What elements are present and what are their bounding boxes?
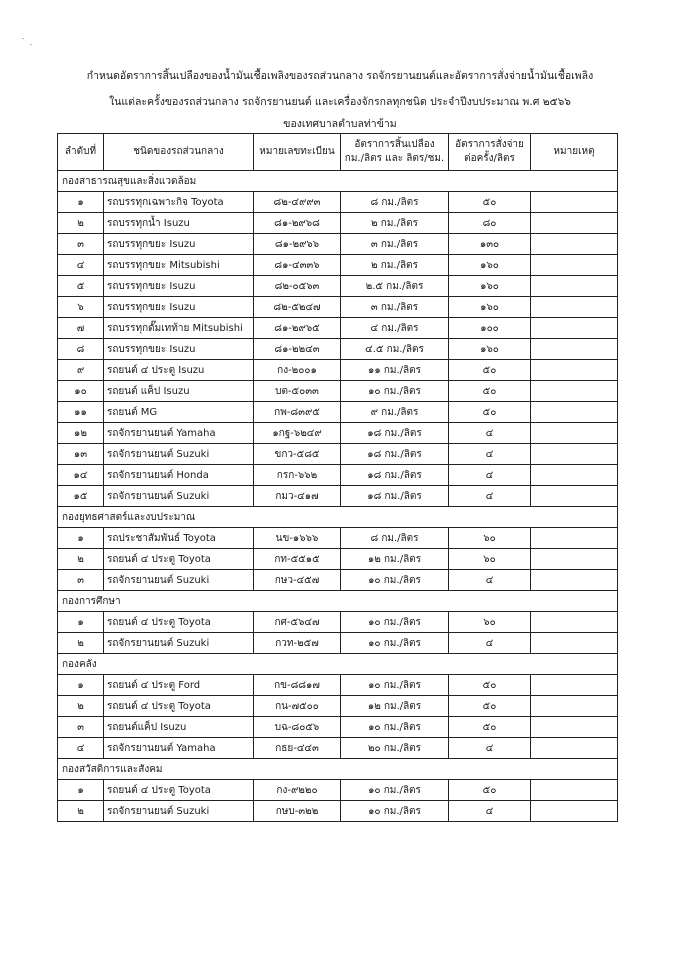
row-number: ๖: [58, 297, 104, 318]
table-row: [58, 612, 618, 633]
table-row: [58, 801, 618, 822]
dispense-rate: ๖๐: [449, 549, 531, 570]
dispense-rate: ๕๐: [449, 675, 531, 696]
plate-number: กศ-๕๖๔๗: [254, 612, 341, 633]
group-row: [58, 171, 618, 192]
remark: [531, 234, 618, 255]
table-row: [58, 444, 618, 465]
table-row: [58, 549, 618, 570]
plate-number: ๘๑-๒๙๖๘: [254, 213, 341, 234]
vehicle-type: รถยนต์ MG: [104, 402, 254, 423]
consumption-rate: ๑๐ กม./ลิตร: [341, 570, 449, 591]
group-row: [58, 654, 618, 675]
vehicle-type: รถยนต์ ๔ ประตู Toyota: [104, 780, 254, 801]
row-number: ๓: [58, 570, 104, 591]
consumption-rate: ๑๘ กม./ลิตร: [341, 486, 449, 507]
table-row: [58, 255, 618, 276]
consumption-rate: ๒๐ กม./ลิตร: [341, 738, 449, 759]
consumption-rate: ๘ กม./ลิตร: [341, 528, 449, 549]
dispense-rate: ๑๖๐: [449, 255, 531, 276]
row-number: ๒: [58, 213, 104, 234]
plate-number: ๘๒-๔๙๙๓: [254, 192, 341, 213]
consumption-rate: ๑๐ กม./ลิตร: [341, 381, 449, 402]
table-row: [58, 360, 618, 381]
dispense-rate: ๑๖๐: [449, 276, 531, 297]
remark: [531, 738, 618, 759]
row-number: ๙: [58, 360, 104, 381]
remark: [531, 255, 618, 276]
dispense-rate: ๔: [449, 801, 531, 822]
plate-number: กง-๙๒๒๐: [254, 780, 341, 801]
fuel-rate-table: [57, 133, 618, 822]
row-number: ๑๒: [58, 423, 104, 444]
dispense-rate: ๑๖๐: [449, 297, 531, 318]
consumption-rate: ๑๐ กม./ลิตร: [341, 780, 449, 801]
plate-number: กท-๕๕๑๕: [254, 549, 341, 570]
vehicle-type: รถบรรทุกขยะ Isuzu: [104, 339, 254, 360]
row-number: ๒: [58, 633, 104, 654]
table-row: [58, 381, 618, 402]
remark: [531, 717, 618, 738]
plate-number: ๘๑-๒๙๖๕: [254, 318, 341, 339]
table-row: [58, 528, 618, 549]
plate-number: บฉ-๘๐๕๖: [254, 717, 341, 738]
row-number: ๑: [58, 780, 104, 801]
dispense-rate: ๕๐: [449, 360, 531, 381]
table-row: [58, 465, 618, 486]
group-name: กองยุทธศาสตร์และงบประมาณ: [58, 507, 618, 528]
group-row: [58, 759, 618, 780]
remark: [531, 696, 618, 717]
table-row: [58, 717, 618, 738]
remark: [531, 801, 618, 822]
consumption-rate: ๒ กม./ลิตร: [341, 255, 449, 276]
consumption-rate: ๑๘ กม./ลิตร: [341, 465, 449, 486]
vehicle-type: รถบรรทุกเฉพาะกิจ Toyota: [104, 192, 254, 213]
vehicle-type: รถบรรทุกขยะ Mitsubishi: [104, 255, 254, 276]
plate-number: นข-๑๖๖๖: [254, 528, 341, 549]
table-row: [58, 486, 618, 507]
vehicle-type: รถยนต์ ๔ ประตู Ford: [104, 675, 254, 696]
vehicle-type: รถจักรยานยนต์ Yamaha: [104, 738, 254, 759]
col-header-consumption: อัตราการสิ้นเปลือง กม./ลิตร และ ลิตร/ชม.: [341, 134, 449, 171]
consumption-rate: ๓ กม./ลิตร: [341, 297, 449, 318]
row-number: ๑: [58, 192, 104, 213]
row-number: ๑๔: [58, 465, 104, 486]
plate-number: กง-๒๐๐๑: [254, 360, 341, 381]
vehicle-type: รถบรรทุกขยะ Isuzu: [104, 297, 254, 318]
plate-number: กษบ-๓๒๒: [254, 801, 341, 822]
remark: [531, 276, 618, 297]
row-number: ๑๕: [58, 486, 104, 507]
table-row: [58, 297, 618, 318]
document-title-line-3: ของเทศบาลตำบลท่าข้าม: [283, 118, 397, 130]
row-number: ๑๐: [58, 381, 104, 402]
plate-number: ๑กฐ-๖๒๔๙: [254, 423, 341, 444]
table-row: [58, 192, 618, 213]
row-number: ๘: [58, 339, 104, 360]
vehicle-type: รถยนต์แค็ป Isuzu: [104, 717, 254, 738]
row-number: ๑๓: [58, 444, 104, 465]
document-title-line-1: กำหนดอัตราการสิ้นเปลืองของน้ำมันเชื้อเพลิงของรถส่วนกลาง รถจักรยานยนต์และอัตราการสั่งจ่ายน้ำมันเชื้อเพลิง: [86, 70, 594, 82]
vehicle-type: รถบรรทุกดั๊มเทท้าย Mitsubishi: [104, 318, 254, 339]
vehicle-type: รถจักรยานยนต์ Yamaha: [104, 423, 254, 444]
plate-number: ๘๑-๔๓๓๖: [254, 255, 341, 276]
group-name: กองการศึกษา: [58, 591, 618, 612]
consumption-rate: ๑๘ กม./ลิตร: [341, 444, 449, 465]
plate-number: ขกว-๕๘๕: [254, 444, 341, 465]
vehicle-type: รถจักรยานยนต์ Suzuki: [104, 486, 254, 507]
vehicle-type: รถบรรทุกขยะ Isuzu: [104, 234, 254, 255]
remark: [531, 339, 618, 360]
remark: [531, 297, 618, 318]
table-row: [58, 213, 618, 234]
group-name: กองคลัง: [58, 654, 618, 675]
consumption-rate: ๔.๕ กม./ลิตร: [341, 339, 449, 360]
dispense-rate: ๑๖๐: [449, 339, 531, 360]
row-number: ๓: [58, 717, 104, 738]
row-number: ๒: [58, 696, 104, 717]
vehicle-type: รถบรรทุกน้ำ Isuzu: [104, 213, 254, 234]
consumption-rate: ๑๐ กม./ลิตร: [341, 633, 449, 654]
vehicle-type: รถยนต์ ๔ ประตู Toyota: [104, 612, 254, 633]
plate-number: กรก-๖๖๒: [254, 465, 341, 486]
remark: [531, 612, 618, 633]
consumption-rate: ๑๒ กม./ลิตร: [341, 696, 449, 717]
remark: [531, 570, 618, 591]
consumption-rate: ๑๐ กม./ลิตร: [341, 801, 449, 822]
dispense-rate: ๖๐: [449, 612, 531, 633]
remark: [531, 780, 618, 801]
plate-number: กน-๗๕๐๐: [254, 696, 341, 717]
vehicle-type: รถยนต์ ๔ ประตู Isuzu: [104, 360, 254, 381]
consumption-rate: ๑๒ กม./ลิตร: [341, 549, 449, 570]
vehicle-type: รถยนต์ ๔ ประตู Toyota: [104, 549, 254, 570]
dispense-rate: ๕๐: [449, 381, 531, 402]
consumption-rate: ๑๐ กม./ลิตร: [341, 612, 449, 633]
dispense-rate: ๕๐: [449, 780, 531, 801]
row-number: ๔: [58, 738, 104, 759]
table-row: [58, 318, 618, 339]
col-header-plate: หมายเลขทะเบียน: [254, 134, 341, 171]
plate-number: ๘๒-๐๕๖๓: [254, 276, 341, 297]
remark: [531, 444, 618, 465]
plate-number: บต-๕๐๓๓: [254, 381, 341, 402]
row-number: ๑: [58, 612, 104, 633]
table-row: [58, 696, 618, 717]
dispense-rate: ๔: [449, 738, 531, 759]
row-number: ๗: [58, 318, 104, 339]
dispense-rate: ๕๐: [449, 192, 531, 213]
row-number: ๒: [58, 801, 104, 822]
table-row: [58, 738, 618, 759]
dispense-rate: ๑๐๐: [449, 318, 531, 339]
table-row: [58, 234, 618, 255]
vehicle-type: รถจักรยานยนต์ Suzuki: [104, 633, 254, 654]
dispense-rate: ๔: [449, 444, 531, 465]
consumption-rate: ๓ กม./ลิตร: [341, 234, 449, 255]
consumption-rate: ๑๐ กม./ลิตร: [341, 717, 449, 738]
dispense-rate: ๔: [449, 423, 531, 444]
remark: [531, 549, 618, 570]
plate-number: ๘๒-๕๒๔๗: [254, 297, 341, 318]
consumption-rate: ๙ กม./ลิตร: [341, 402, 449, 423]
dispense-rate: ๔: [449, 486, 531, 507]
table-row: [58, 780, 618, 801]
col-header-dispense: อัตราการสั่งจ่าย ต่อครั้ง/ลิตร: [449, 134, 531, 171]
table-row: [58, 633, 618, 654]
plate-number: ๘๑-๒๙๖๖: [254, 234, 341, 255]
vehicle-type: รถจักรยานยนต์ Honda: [104, 465, 254, 486]
remark: [531, 192, 618, 213]
remark: [531, 213, 618, 234]
row-number: ๑: [58, 528, 104, 549]
group-row: [58, 507, 618, 528]
row-number: ๑: [58, 675, 104, 696]
remark: [531, 402, 618, 423]
plate-number: กมว-๔๑๗: [254, 486, 341, 507]
col-header-type: ชนิดของรถส่วนกลาง: [104, 134, 254, 171]
vehicle-type: รถยนต์ แค็ป Isuzu: [104, 381, 254, 402]
remark: [531, 360, 618, 381]
dispense-rate: ๕๐: [449, 717, 531, 738]
plate-number: กวท-๒๕๗: [254, 633, 341, 654]
document-title-line-2: ในแต่ละครั้งของรถส่วนกลาง รถจักรยานยนต์ และเครื่องจักรกลทุกชนิด ประจำปีงบประมาณ พ.ศ ๒๕๖๖: [109, 96, 571, 108]
consumption-rate: ๔ กม./ลิตร: [341, 318, 449, 339]
vehicle-type: รถจักรยานยนต์ Suzuki: [104, 801, 254, 822]
plate-number: กพ-๘๓๙๕: [254, 402, 341, 423]
remark: [531, 675, 618, 696]
table-row: [58, 339, 618, 360]
vehicle-type: รถจักรยานยนต์ Suzuki: [104, 444, 254, 465]
table-row: [58, 423, 618, 444]
group-name: กองสาธารณสุขและสิ่งแวดล้อม: [58, 171, 618, 192]
table-header-row: [58, 134, 618, 171]
remark: [531, 423, 618, 444]
group-row: [58, 591, 618, 612]
group-name: กองสวัสดิการและสังคม: [58, 759, 618, 780]
remark: [531, 486, 618, 507]
dispense-rate: ๕๐: [449, 696, 531, 717]
table-row: [58, 675, 618, 696]
plate-number: กข-๘๘๑๗: [254, 675, 341, 696]
remark: [531, 465, 618, 486]
dispense-rate: ๖๐: [449, 528, 531, 549]
row-number: ๒: [58, 549, 104, 570]
plate-number: กษว-๔๕๗: [254, 570, 341, 591]
vehicle-type: รถจักรยานยนต์ Suzuki: [104, 570, 254, 591]
col-header-no: ลำดับที่: [58, 134, 104, 171]
row-number: ๔: [58, 255, 104, 276]
scan-speck: [22, 38, 24, 39]
dispense-rate: ๔: [449, 465, 531, 486]
table-row: [58, 276, 618, 297]
consumption-rate: ๒.๕ กม./ลิตร: [341, 276, 449, 297]
scan-speck: [30, 44, 32, 45]
plate-number: กธย-๔๔๓: [254, 738, 341, 759]
consumption-rate: ๑๘ กม./ลิตร: [341, 423, 449, 444]
row-number: ๑๑: [58, 402, 104, 423]
remark: [531, 528, 618, 549]
dispense-rate: ๔: [449, 570, 531, 591]
consumption-rate: ๑๐ กม./ลิตร: [341, 675, 449, 696]
col-header-remark: หมายเหตุ: [531, 134, 618, 171]
vehicle-type: รถยนต์ ๔ ประตู Toyota: [104, 696, 254, 717]
row-number: ๓: [58, 234, 104, 255]
remark: [531, 633, 618, 654]
dispense-rate: ๕๐: [449, 402, 531, 423]
vehicle-type: รถประชาสัมพันธ์ Toyota: [104, 528, 254, 549]
consumption-rate: ๘ กม./ลิตร: [341, 192, 449, 213]
row-number: ๕: [58, 276, 104, 297]
dispense-rate: ๔: [449, 633, 531, 654]
dispense-rate: ๑๓๐: [449, 234, 531, 255]
plate-number: ๘๑-๒๒๔๓: [254, 339, 341, 360]
dispense-rate: ๘๐: [449, 213, 531, 234]
remark: [531, 318, 618, 339]
remark: [531, 381, 618, 402]
table-row: [58, 570, 618, 591]
vehicle-type: รถบรรทุกขยะ Isuzu: [104, 276, 254, 297]
table-body: [58, 171, 618, 822]
consumption-rate: ๒ กม./ลิตร: [341, 213, 449, 234]
table-row: [58, 402, 618, 423]
consumption-rate: ๑๑ กม./ลิตร: [341, 360, 449, 381]
